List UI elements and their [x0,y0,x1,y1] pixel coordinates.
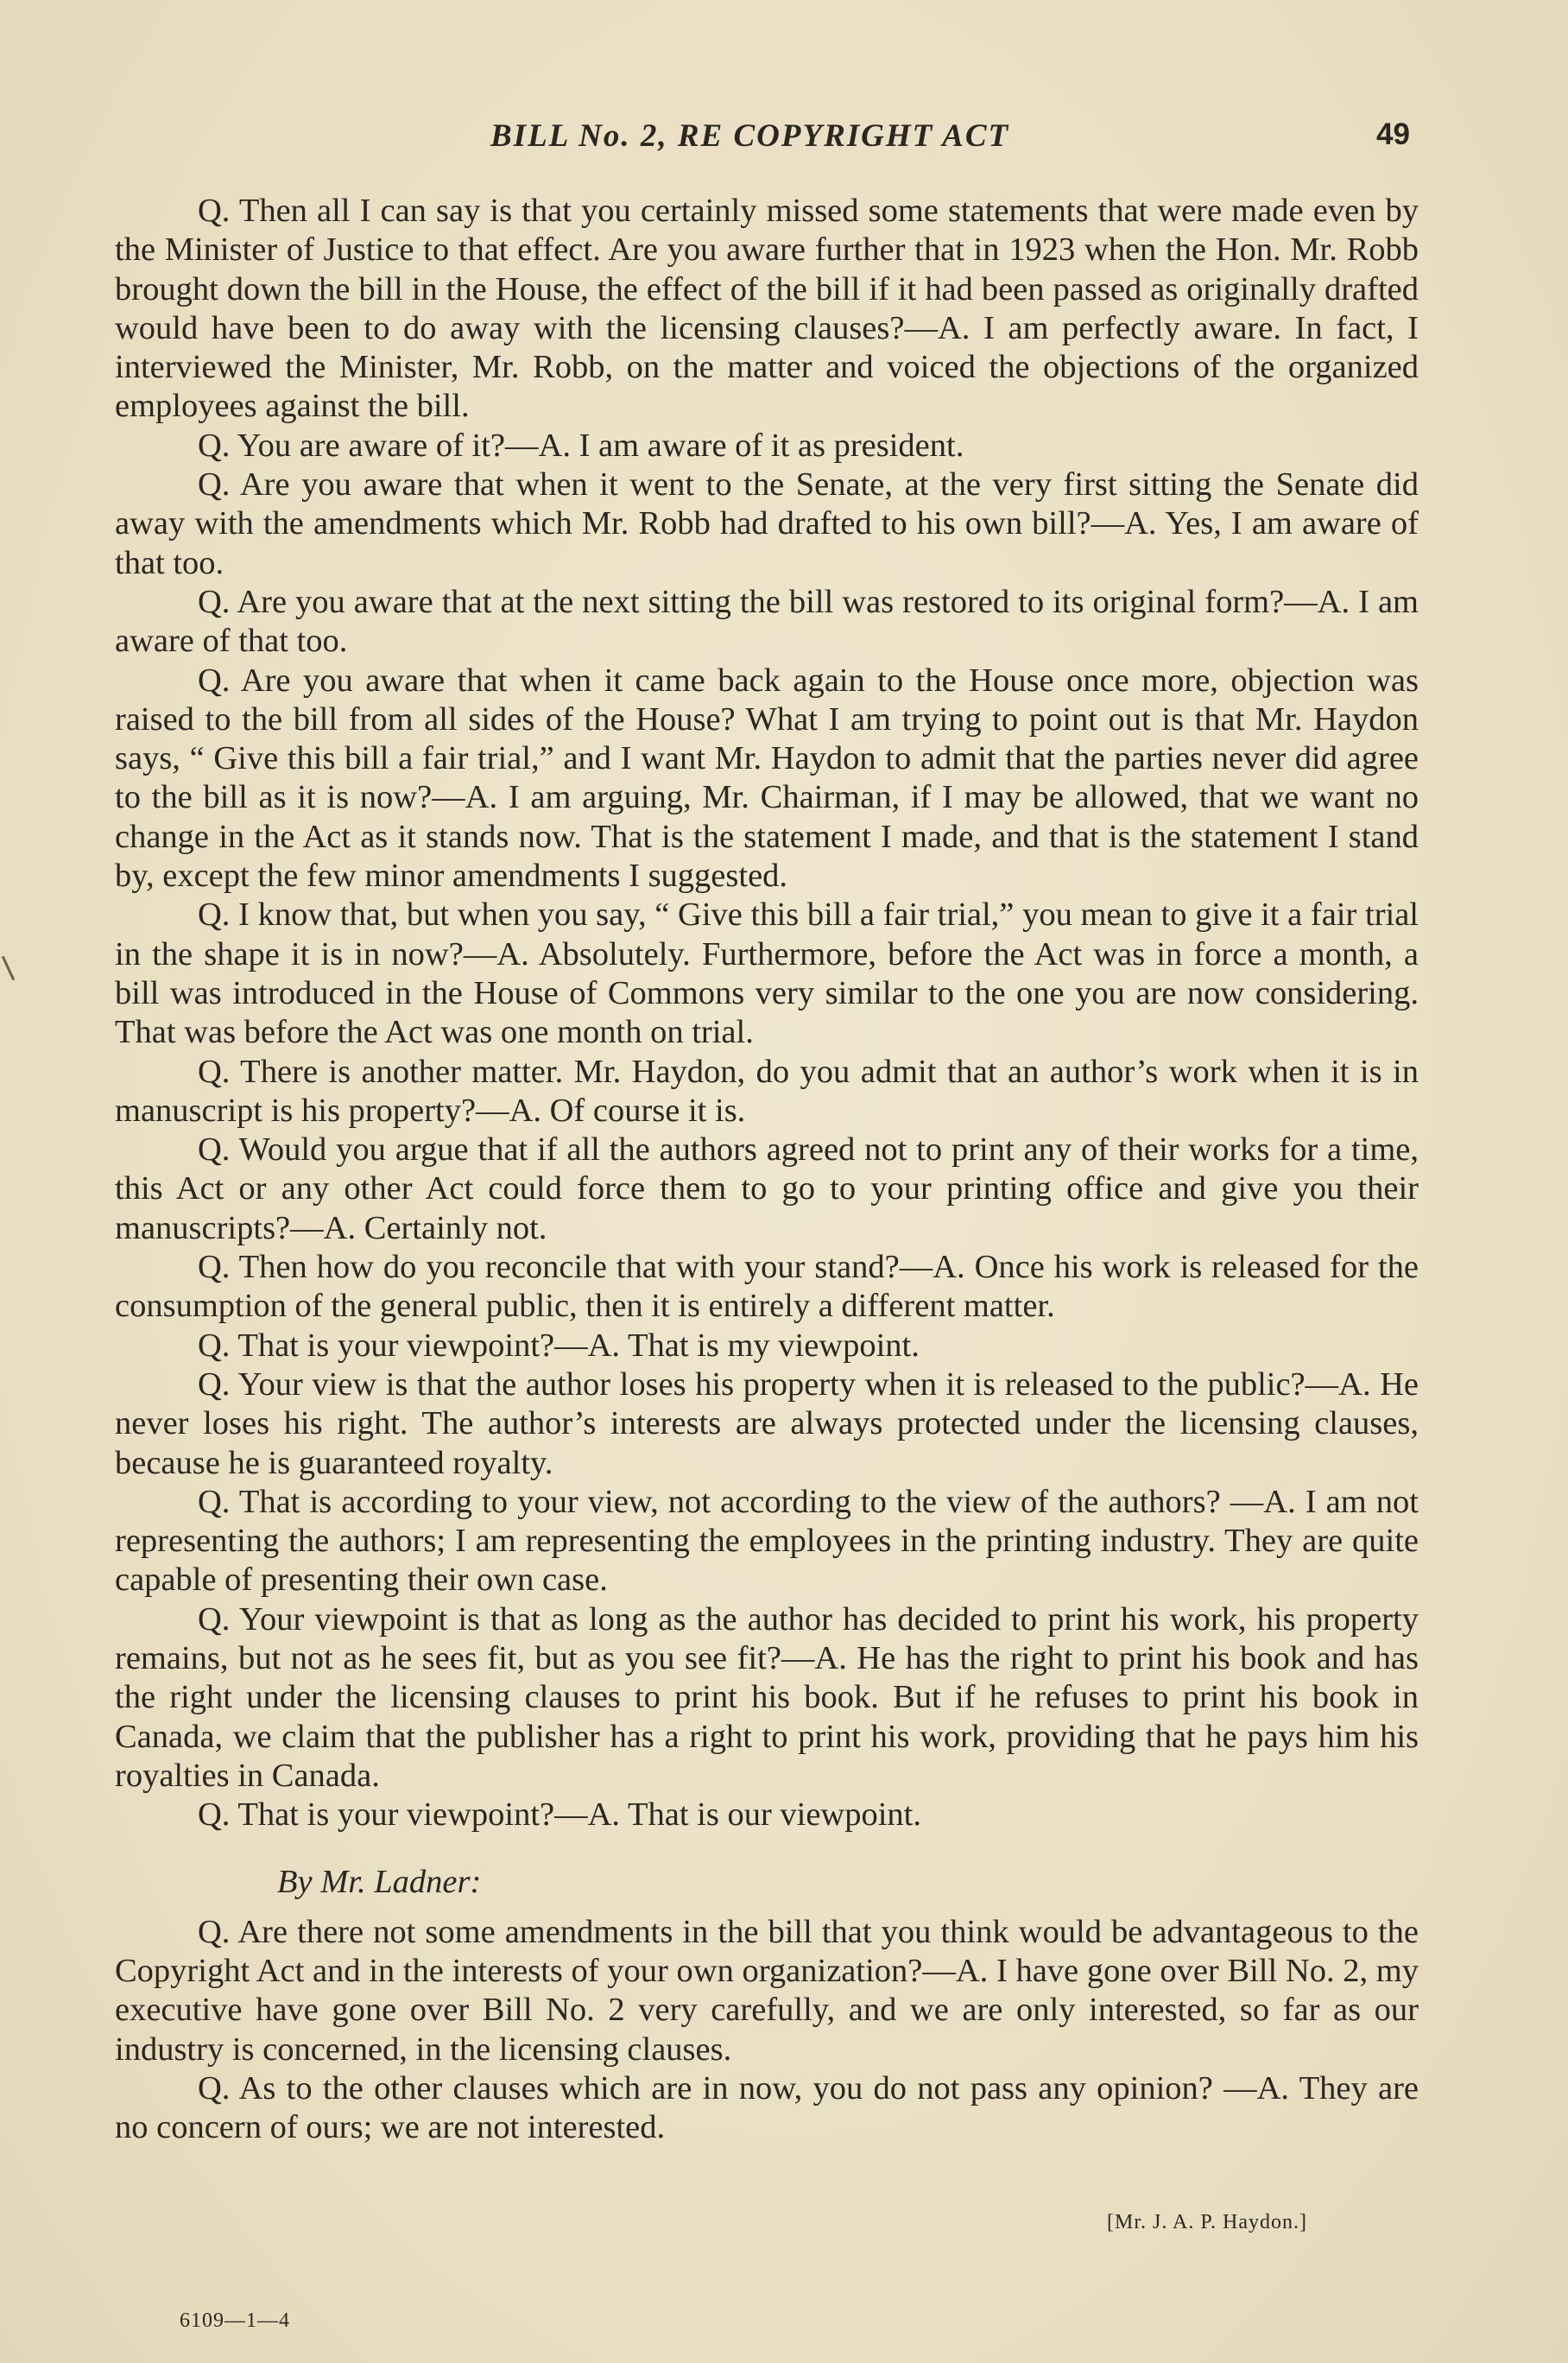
footer-code: 6109—1—4 [180,2309,290,2332]
paragraph: Q. Are there not some amendments in the bill that you think would be advantageous to the Copyright Act and in the interests of your own organization?—A. I have gone over Bill No. 2, my executive have gone over Bill No. 2 very carefully, and we are only interested, so far as our industry is concerned, in the licensing clauses. [115,1913,1419,2068]
paragraph: Q. Are you aware that at the next sitting the bill was restored to its original form?—A. I am aware of that too. [115,583,1419,660]
paragraph: Q. You are aware of it?—A. I am aware of it as president. [198,427,964,464]
paragraph: Q. Your viewpoint is that as long as the author has decided to print his work, his property remains, but not as he sees fit, but as you see fit?—A. He has the right to print his book and has the right under the licensing clauses to print his book. But if he refuses to print his book in Canada, we claim that the publisher has a right to print his work, providing that he pays him his royalties in Canada. [115,1600,1419,1794]
paragraph: Q. Would you argue that if all the authors agreed not to print any of their works for a time, this Act or any other Act could force them to go to your printing office and give you their manuscripts?—A. Certainly not. [115,1131,1419,1246]
speaker-note: [Mr. J. A. P. Haydon.] [1107,2211,1308,2233]
running-head [0,117,1568,161]
byline: By Mr. Ladner: [277,1864,482,1901]
running-title: BILL No. 2, RE COPYRIGHT ACT [490,118,1010,154]
margin-mark [2,956,15,980]
page-number: 49 [1376,117,1410,151]
paragraph: Q. Your view is that the author loses his property when it is released to the public?—A. He never loses his right. The author’s interests are always protected under the licensing clauses, because he is guaranteed royalty. [115,1365,1419,1481]
paragraph: Q. There is another matter. Mr. Haydon, do you admit that an author’s work when it is in manuscript is his property?—A. Of course it is. [115,1053,1419,1129]
paragraph: Q. That is your viewpoint?—A. That is my viewpoint. [198,1327,920,1364]
paragraph: Q. Are you aware that when it went to the Senate, at the very first sitting the Senate did away with the amendments which Mr. Robb had drafted to his own bill?—A. Yes, I am aware of that too. [115,466,1419,581]
paragraph: Q. Then how do you reconcile that with your stand?—A. Once his work is released for the consumption of the general public, then it is entirely a different matter. [115,1249,1419,1325]
paragraph: Q. Then all I can say is that you certainly missed some statements that were made even by the Minister of Justice to that effect. Are you aware further that in 1923 when the Hon. Mr. Robb brought down the bill in the House, the effect of the bill if it had been passed as originally drafted would have been to do away with the licensing clauses?—A. I am perfectly aware. In fact, I interviewed the Minister, Mr. Robb, on the matter and voiced the objections of the organized employees against the bill. [115,193,1419,425]
paragraph: Q. Are you aware that when it came back again to the House once more, objection was raised to the bill from all sides of the House? What I am trying to point out is that Mr. Haydon says, “ Give this bill a fair trial,” and I want Mr. Haydon to admit that the parties never did agree to the bill as it is now?—A. I am arguing, Mr. Chairman, if I may be allowed, that we want no change in the Act as it stands now. That is the statement I made, and that is the statement I stand by, except the few minor amendments I suggested. [115,662,1419,895]
paragraph: Q. That is your viewpoint?—A. That is our viewpoint. [198,1796,921,1834]
body-text [115,192,1419,2148]
paragraph: Q. I know that, but when you say, “ Give this bill a fair trial,” you mean to give it a fair trial in the shape it is in now?—A. Absolutely. Furthermore, before the Act was in force a month, a bill was introduced in the House of Commons very similar to the one you are now considering. That was before the Act was one month on trial. [115,896,1419,1051]
paragraph: Q. That is according to your view, not according to the view of the authors? —A. I am not representing the authors; I am representing the employees in the printing industry. They are quite capable of presenting their own case. [115,1483,1419,1599]
paragraph: Q. As to the other clauses which are in now, you do not pass any opinion? —A. They are no concern of ours; we are not interested. [115,2069,1419,2146]
